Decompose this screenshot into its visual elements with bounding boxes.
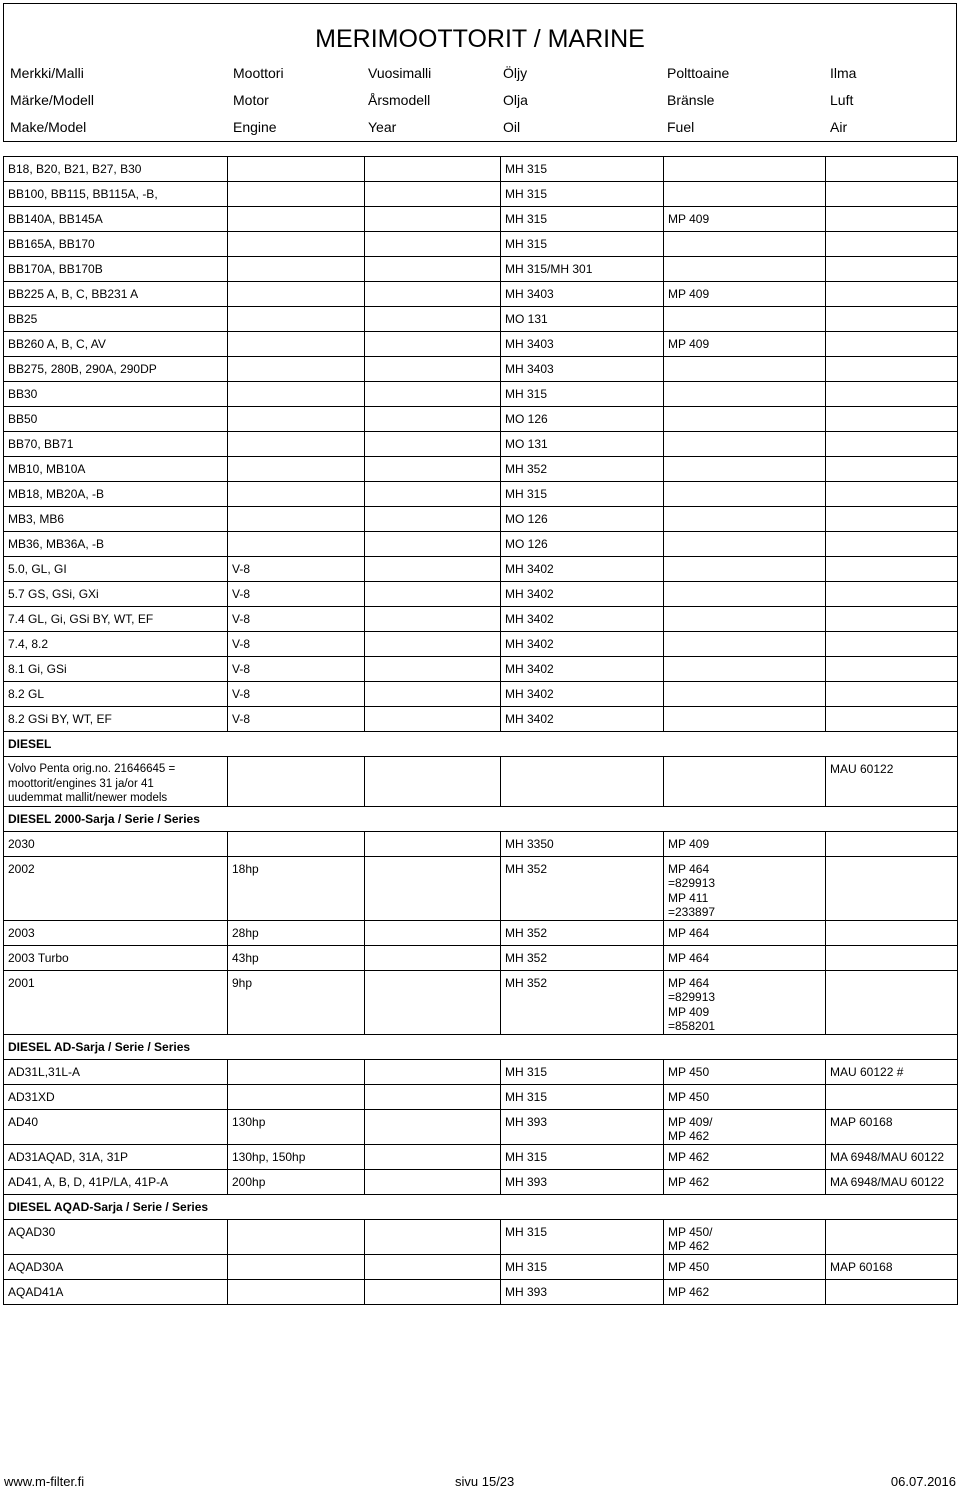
table-cell: 5.7 GS, GSi, GXi (8, 587, 99, 601)
table-row (4, 970, 958, 1034)
table-cell (369, 307, 496, 312)
table-cell (369, 432, 496, 437)
table-cell: AD41, A, B, D, 41P/LA, 41P-A (8, 1174, 169, 1189)
table-cell: MH 315 (505, 387, 548, 401)
table-cell (668, 507, 821, 512)
table-row (4, 182, 958, 207)
table-cell (668, 457, 821, 462)
table-cell (369, 1220, 496, 1225)
table-row (4, 532, 958, 557)
table-row (4, 332, 958, 357)
table-cell (369, 1280, 496, 1285)
table-cell (830, 357, 953, 362)
table-cell (830, 557, 953, 562)
header-row (0, 87, 954, 113)
table-cell (232, 482, 360, 487)
table-cell: 2003 (8, 925, 35, 940)
table-cell: BB170A, BB170B (8, 262, 103, 276)
table-cell (668, 157, 821, 162)
table-cell: V-8 (232, 637, 251, 651)
table-cell (668, 482, 821, 487)
table-cell (830, 457, 953, 462)
table-cell: 8.1 Gi, GSi (8, 662, 67, 676)
table-cell (830, 682, 953, 687)
table-cell: AQAD30 (8, 1224, 56, 1239)
table-cell: MH 315/MH 301 (505, 262, 593, 276)
table-cell: BB25 (8, 312, 38, 326)
table-cell (369, 946, 496, 951)
table-cell: 2001 (8, 975, 35, 990)
table-cell: MAP 60168 (830, 1259, 893, 1274)
column-header: Öljy (503, 65, 528, 81)
table-row (4, 1219, 958, 1254)
table-cell: BB275, 280B, 290A, 290DP (8, 362, 157, 376)
table-cell (232, 157, 360, 162)
section-heading-row (4, 806, 958, 831)
table-cell (668, 232, 821, 237)
table-cell (668, 632, 821, 637)
table-cell: MP 462 (668, 1149, 710, 1164)
table-cell: MH 315 (505, 1064, 548, 1079)
table-cell: MH 315 (505, 487, 548, 501)
section-heading-row (4, 732, 958, 757)
table-cell (232, 757, 360, 762)
table-cell (369, 532, 496, 537)
column-header: Year (368, 119, 397, 135)
footer-page-number: sivu 15/23 (455, 1474, 515, 1489)
table-cell: BB30 (8, 387, 38, 401)
table-cell: MH 3402 (505, 587, 554, 601)
table-cell: V-8 (232, 662, 251, 676)
table-cell: V-8 (232, 562, 251, 576)
table-cell (232, 332, 360, 337)
table-cell: MH 3402 (505, 562, 554, 576)
table-cell: MP 409 (668, 337, 710, 351)
table-cell (232, 457, 360, 462)
table-cell: MB18, MB20A, -B (8, 487, 105, 501)
table-cell: MH 393 (505, 1114, 548, 1129)
table-cell: MP 450 (668, 1089, 710, 1104)
table-row (4, 307, 958, 332)
column-header: Engine (233, 119, 277, 135)
table-cell: MB3, MB6 (8, 512, 65, 526)
table-cell (369, 407, 496, 412)
table-cell (232, 307, 360, 312)
table-cell (830, 857, 953, 862)
table-row (4, 282, 958, 307)
table-row (4, 1109, 958, 1144)
table-cell: V-8 (232, 612, 251, 626)
table-cell (369, 832, 496, 837)
column-header: Merkki/Malli (10, 65, 84, 81)
column-header: Air (830, 119, 848, 135)
table-cell: BB260 A, B, C, AV (8, 337, 106, 351)
table-cell: MH 315 (505, 162, 548, 176)
table-cell: MO 126 (505, 537, 548, 551)
table-cell: MH 315 (505, 187, 548, 201)
column-header: Luft (830, 92, 854, 108)
table-cell (369, 382, 496, 387)
table-cell: MP 464 =829913 MP 409 =858201 (668, 975, 716, 1033)
table-cell (369, 707, 496, 712)
table-cell: MP 450/ MP 462 (668, 1224, 713, 1253)
table-cell: MH 315 (505, 237, 548, 251)
table-cell (830, 232, 953, 237)
table-cell: 7.4 GL, Gi, GSi BY, WT, EF (8, 612, 154, 626)
table-cell: AD31AQAD, 31A, 31P (8, 1149, 129, 1164)
table-cell: V-8 (232, 587, 251, 601)
table-cell (668, 757, 821, 762)
table-cell (369, 1060, 496, 1065)
table-cell: MO 126 (505, 412, 548, 426)
table-cell (830, 707, 953, 712)
table-cell (830, 582, 953, 587)
column-header: Motor (233, 92, 269, 108)
table-cell (369, 282, 496, 287)
table-row (4, 357, 958, 382)
table-cell: BB225 A, B, C, BB231 A (8, 287, 139, 301)
table-row (4, 707, 958, 732)
table-cell: V-8 (232, 712, 251, 726)
table-cell (830, 182, 953, 187)
column-header: Moottori (233, 65, 284, 81)
table-cell (369, 1085, 496, 1090)
table-cell (232, 507, 360, 512)
table-cell (369, 757, 496, 762)
section-heading: DIESEL AQAD-Sarja / Serie / Series (8, 1199, 209, 1214)
column-header: Olja (503, 92, 528, 108)
table-cell (369, 1170, 496, 1175)
table-cell (668, 707, 821, 712)
table-cell (830, 157, 953, 162)
table-cell (369, 1110, 496, 1115)
header-row (0, 60, 954, 86)
table-cell (369, 557, 496, 562)
table-cell: MH 352 (505, 925, 548, 940)
table-cell (369, 507, 496, 512)
table-row (4, 432, 958, 457)
table-cell (369, 921, 496, 926)
table-cell (668, 532, 821, 537)
table-cell (668, 257, 821, 262)
table-cell: MH 393 (505, 1284, 548, 1299)
table-cell (369, 682, 496, 687)
table-row (4, 1084, 958, 1109)
table-cell: 2003 Turbo (8, 950, 69, 965)
table-cell (830, 532, 953, 537)
table-row (4, 407, 958, 432)
table-cell (369, 157, 496, 162)
section-heading: DIESEL AD-Sarja / Serie / Series (8, 1039, 191, 1054)
table-cell (505, 757, 659, 762)
table-cell (232, 207, 360, 212)
table-cell: MH 352 (505, 950, 548, 965)
table-cell (369, 971, 496, 976)
table-cell (369, 1145, 496, 1150)
table-cell: MP 462 (668, 1284, 710, 1299)
table-cell (232, 1060, 360, 1065)
table-cell (668, 407, 821, 412)
table-cell (668, 657, 821, 662)
table-cell: MP 450 (668, 1259, 710, 1274)
table-cell (369, 257, 496, 262)
table-row (4, 1059, 958, 1084)
table-cell (369, 582, 496, 587)
table-cell: AQAD30A (8, 1259, 64, 1274)
table-cell: MP 409 (668, 212, 710, 226)
column-header: Ilma (830, 65, 857, 81)
table-cell: MAU 60122 # (830, 1064, 904, 1079)
table-cell: 2002 (8, 861, 35, 876)
table-cell: 130hp (232, 1114, 266, 1129)
column-header: Fuel (667, 119, 695, 135)
header-row (0, 114, 954, 140)
table-row (4, 1279, 958, 1304)
section-heading: DIESEL (8, 737, 52, 751)
table-cell (830, 921, 953, 926)
table-cell (232, 532, 360, 537)
table-row (4, 831, 958, 856)
table-cell: BB70, BB71 (8, 437, 74, 451)
table-cell (830, 1280, 953, 1285)
table-row (4, 257, 958, 282)
footer-website: www.m-filter.fi (4, 1474, 85, 1489)
table-cell: MB36, MB36A, -B (8, 537, 105, 551)
table-row (4, 207, 958, 232)
table-cell: MP 464 (668, 950, 710, 965)
column-header: Oil (503, 119, 521, 135)
table-cell: MH 315 (505, 1259, 548, 1274)
table-cell (369, 482, 496, 487)
table-cell (830, 832, 953, 837)
table-cell: MH 3350 (505, 836, 554, 851)
table-cell: AQAD41A (8, 1284, 64, 1299)
column-header: Vuosimalli (368, 65, 432, 81)
table-cell: MH 393 (505, 1174, 548, 1189)
table-row (4, 607, 958, 632)
table-row (4, 1254, 958, 1279)
table-cell (232, 832, 360, 837)
table-row (4, 232, 958, 257)
table-cell: MH 3402 (505, 637, 554, 651)
table-row (4, 856, 958, 920)
table-cell: MO 131 (505, 437, 548, 451)
table-row (4, 382, 958, 407)
table-cell (232, 232, 360, 237)
table-cell (830, 482, 953, 487)
table-cell (830, 607, 953, 612)
table-cell: MP 409 (668, 836, 710, 851)
table-cell (232, 1085, 360, 1090)
table-cell: MA 6948/MAU 60122 (830, 1149, 945, 1164)
table-cell: 2030 (8, 836, 35, 851)
table-cell (830, 432, 953, 437)
table-cell (830, 507, 953, 512)
table-cell: 8.2 GSi BY, WT, EF (8, 712, 112, 726)
table-cell (668, 582, 821, 587)
table-cell (232, 1255, 360, 1260)
table-cell: AD40 (8, 1114, 39, 1129)
table-cell: 43hp (232, 950, 259, 965)
table-cell: V-8 (232, 687, 251, 701)
table-cell: MH 3402 (505, 687, 554, 701)
table-cell (830, 207, 953, 212)
table-cell (830, 257, 953, 262)
table-cell: MO 131 (505, 312, 548, 326)
table-cell: 8.2 GL (8, 687, 45, 701)
table-row (4, 557, 958, 582)
table-cell (830, 971, 953, 976)
table-cell: 7.4, 8.2 (8, 637, 49, 651)
table-cell: MH 3403 (505, 337, 554, 351)
column-header: Polttoaine (667, 65, 730, 81)
table-row (4, 757, 958, 807)
table-cell (232, 407, 360, 412)
table-cell: MH 352 (505, 462, 548, 476)
table-cell: MAU 60122 (830, 762, 894, 776)
filter-table (3, 156, 958, 1305)
table-cell (232, 432, 360, 437)
table-cell: MH 315 (505, 1089, 548, 1104)
table-cell: 9hp (232, 975, 253, 990)
table-row (4, 582, 958, 607)
table-cell (668, 182, 821, 187)
table-cell: 18hp (232, 861, 259, 876)
table-cell (830, 282, 953, 287)
table-cell (232, 1280, 360, 1285)
table-cell: AD31L,31L-A (8, 1064, 81, 1079)
table-cell (830, 332, 953, 337)
table-cell: MB10, MB10A (8, 462, 86, 476)
table-cell (830, 1220, 953, 1225)
table-cell (830, 407, 953, 412)
table-row (4, 1169, 958, 1194)
column-header: Bränsle (667, 92, 715, 108)
table-cell (232, 1220, 360, 1225)
table-cell (369, 357, 496, 362)
table-cell (830, 1085, 953, 1090)
table-cell: MP 464 (668, 925, 710, 940)
table-cell: MAP 60168 (830, 1114, 893, 1129)
table-cell: MH 3402 (505, 662, 554, 676)
table-cell (369, 632, 496, 637)
table-row (4, 682, 958, 707)
section-heading-row (4, 1194, 958, 1219)
table-cell (369, 1255, 496, 1260)
table-cell (668, 682, 821, 687)
table-cell (369, 457, 496, 462)
table-cell (668, 557, 821, 562)
table-cell (830, 632, 953, 637)
table-cell: MP 464 =829913 MP 411 =233897 (668, 861, 716, 919)
table-cell (232, 282, 360, 287)
page-footer (0, 1474, 960, 1492)
table-cell (232, 257, 360, 262)
table-cell (232, 357, 360, 362)
table-cell: MP 462 (668, 1174, 710, 1189)
table-cell: MP 450 (668, 1064, 710, 1079)
table-cell: MH 352 (505, 861, 548, 876)
table-cell: BB50 (8, 412, 38, 426)
table-cell: B18, B20, B21, B27, B30 (8, 162, 142, 176)
table-cell: MH 3402 (505, 612, 554, 626)
table-cell: MO 126 (505, 512, 548, 526)
table-row (4, 920, 958, 945)
table-cell (668, 357, 821, 362)
table-cell: 200hp (232, 1174, 266, 1189)
table-row (4, 482, 958, 507)
table-row (4, 632, 958, 657)
section-heading-row (4, 1034, 958, 1059)
column-header: Märke/Modell (10, 92, 95, 108)
table-cell: MP 409/ MP 462 (668, 1114, 713, 1143)
table-row (4, 657, 958, 682)
table-cell: BB100, BB115, BB115A, -B, (8, 187, 158, 201)
table-cell (369, 207, 496, 212)
table-cell: 5.0, GL, GI (8, 562, 67, 576)
table-cell: MH 315 (505, 1224, 548, 1239)
table-row (4, 457, 958, 482)
page-title: MERIMOOTTORIT / MARINE (315, 25, 645, 53)
table-cell (668, 607, 821, 612)
table-cell (369, 657, 496, 662)
table-cell (668, 432, 821, 437)
section-heading: DIESEL 2000-Sarja / Serie / Series (8, 811, 200, 826)
table-cell (668, 307, 821, 312)
table-cell (369, 607, 496, 612)
footer-date: 06.07.2016 (890, 1474, 956, 1489)
table-cell: MH 3402 (505, 712, 554, 726)
table-row (4, 157, 958, 182)
table-cell (232, 382, 360, 387)
table-cell (830, 657, 953, 662)
table-cell: MH 3403 (505, 287, 554, 301)
table-cell: BB140A, BB145A (8, 212, 103, 226)
table-cell: MH 315 (505, 1149, 548, 1164)
table-cell: MH 352 (505, 975, 548, 990)
table-row (4, 1144, 958, 1169)
table-cell (830, 307, 953, 312)
table-cell (232, 182, 360, 187)
table-cell (369, 232, 496, 237)
table-cell: BB165A, BB170 (8, 237, 95, 251)
table-cell (668, 382, 821, 387)
table-cell (830, 382, 953, 387)
table-cell: 130hp, 150hp (232, 1149, 306, 1164)
table-row (4, 945, 958, 970)
table-cell: 28hp (232, 925, 259, 940)
column-header: Årsmodell (368, 92, 431, 108)
table-cell (830, 946, 953, 951)
table-cell (369, 182, 496, 187)
table-cell: AD31XD (8, 1089, 55, 1104)
column-header: Make/Model (10, 119, 87, 135)
table-cell: MP 409 (668, 287, 710, 301)
table-cell: MH 3403 (505, 362, 554, 376)
table-cell (369, 332, 496, 337)
table-row (4, 507, 958, 532)
table-cell: Volvo Penta orig.no. 21646645 = moottorit/engines 31 ja/or 41 uudemmat mallit/newer models (8, 763, 176, 804)
table-cell (369, 857, 496, 862)
table-cell: MA 6948/MAU 60122 (830, 1174, 945, 1189)
table-cell: MH 315 (505, 212, 548, 226)
